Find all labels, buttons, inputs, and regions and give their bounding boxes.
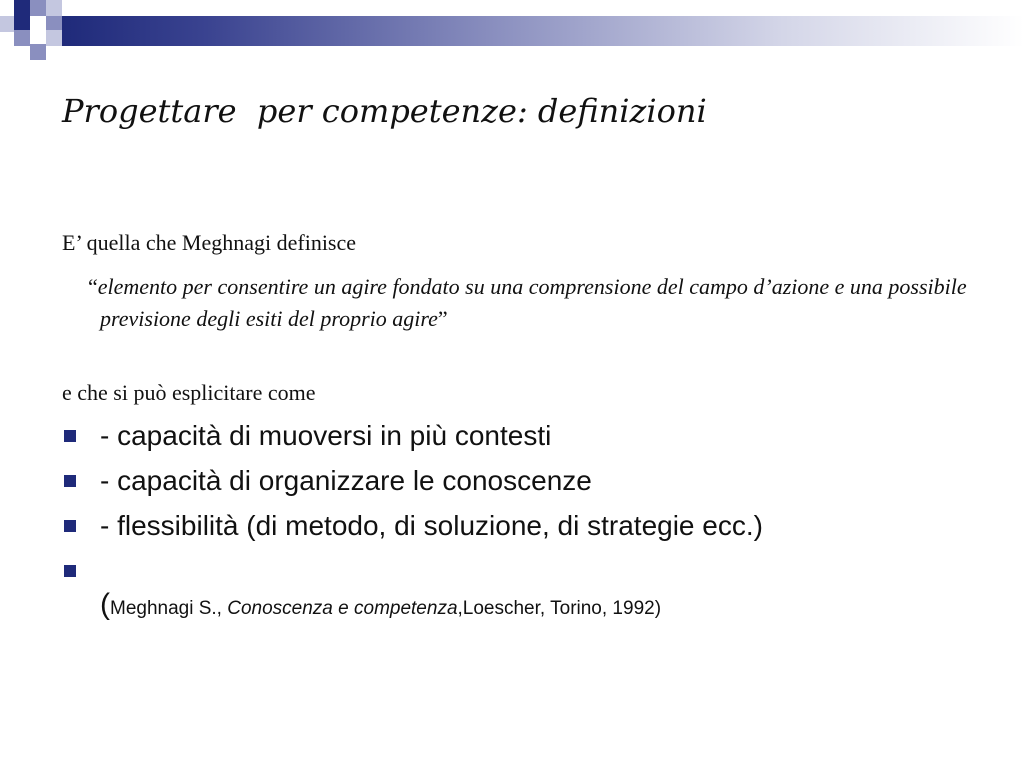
square-bullet-icon xyxy=(64,475,76,487)
deco-square xyxy=(30,44,46,60)
bullet-text: - capacità di muoversi in più contesti xyxy=(100,420,552,451)
citation-paren: ( xyxy=(100,588,110,621)
deco-square xyxy=(30,0,46,16)
list-item xyxy=(62,508,982,553)
deco-square xyxy=(46,30,62,46)
citation-author: Meghnagi S., xyxy=(110,598,228,619)
bullet-text: - capacità di organizzare le conoscenze xyxy=(100,465,592,496)
deco-square xyxy=(46,0,62,16)
quote-close-mark: ” xyxy=(437,306,448,331)
quote-block xyxy=(88,271,980,335)
square-bullet-icon xyxy=(64,430,76,442)
citation xyxy=(100,588,661,622)
deco-square xyxy=(14,0,30,16)
slide-title: Progettare per competenze: definizioni xyxy=(62,92,707,130)
lead-text: e che si può esplicitare come xyxy=(62,380,316,405)
quote-open-mark: “ xyxy=(88,274,98,299)
list-item xyxy=(62,418,982,463)
citation-publisher: ,Loescher, Torino, 1992) xyxy=(457,598,662,619)
deco-square xyxy=(14,30,30,46)
intro-text: E’ quella che Meghnagi definisce xyxy=(62,230,357,255)
quote-text: elemento per consentire un agire fondato su una comprensione del campo d’azione e una possibile previsione degli esiti del proprio agire xyxy=(97,274,967,331)
list-item xyxy=(62,463,982,508)
header-gradient-bar xyxy=(62,16,1024,46)
bullet-list xyxy=(62,418,982,598)
bullet-text: - flessibilità (di metodo, di soluzione, di strategie ecc.) xyxy=(100,510,763,541)
square-bullet-icon xyxy=(64,520,76,532)
square-bullet-icon xyxy=(64,565,76,577)
citation-book: Conoscenza e competenza xyxy=(227,598,458,619)
